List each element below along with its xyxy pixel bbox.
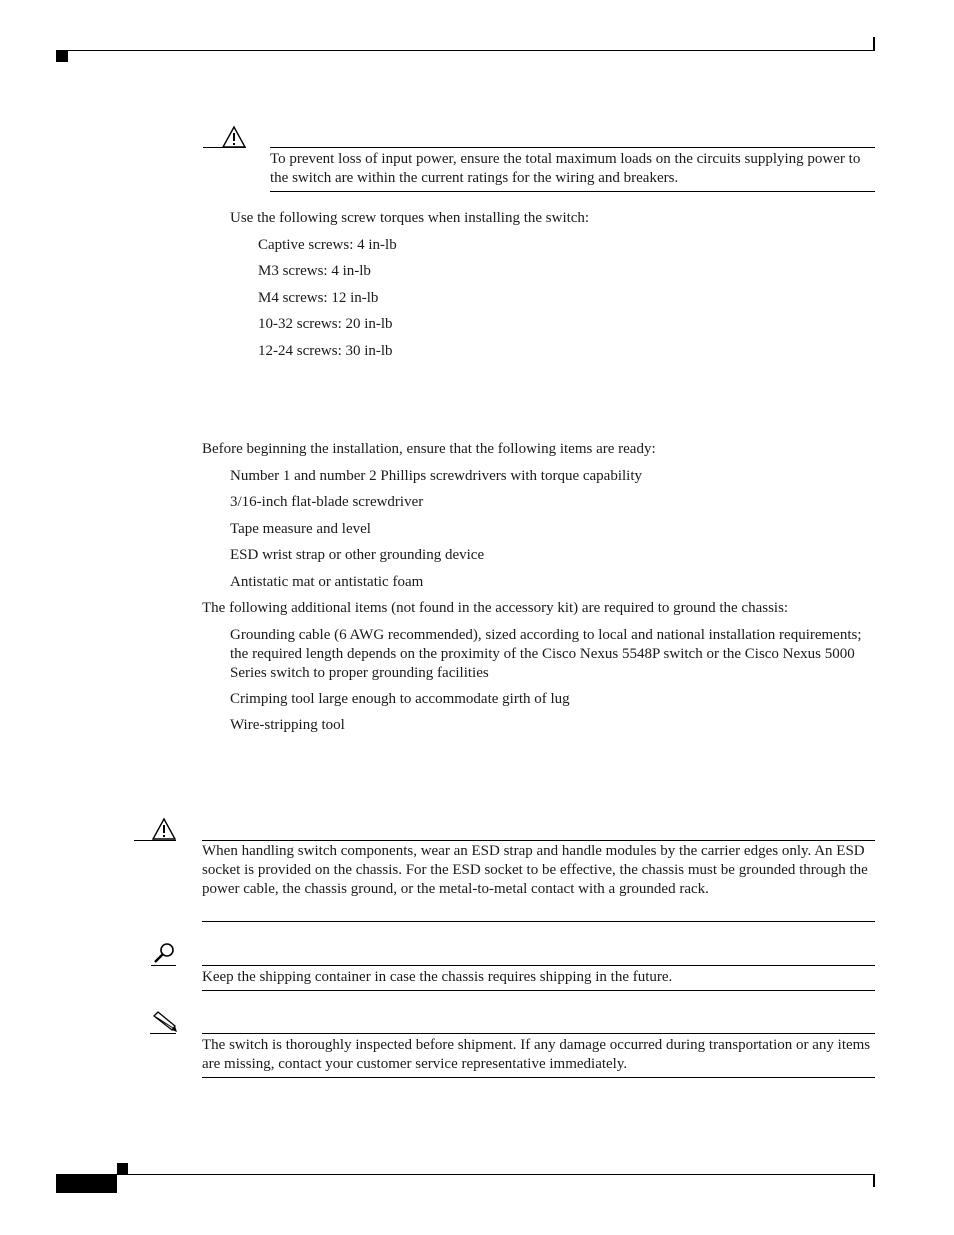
tip-top-rule <box>202 965 875 966</box>
list-item: Captive screws: 4 in-lb <box>258 237 397 253</box>
caution-icon <box>221 125 247 149</box>
header-marker <box>56 51 68 62</box>
list-item: Antistatic mat or antistatic foam <box>230 574 424 590</box>
list-item: 12-24 screws: 30 in-lb <box>258 343 393 359</box>
tip-bottom-rule <box>202 990 875 991</box>
note-icon-underline <box>150 1033 176 1034</box>
caution-icon-underline <box>203 147 246 148</box>
note-text: The switch is thoroughly inspected before shipment. If any damage occurred during transportation or any items are missing, contact your customer service representative immediately. <box>202 1037 871 1072</box>
list-item: ESD wrist strap or other grounding device <box>230 547 485 563</box>
magnifier-tip-icon <box>151 942 177 966</box>
list-item: M4 screws: 12 in-lb <box>258 290 379 306</box>
list-item: Number 1 and number 2 Phillips screwdrivers with torque capability <box>230 468 642 484</box>
caution-bottom-rule <box>202 921 875 922</box>
header-rule <box>56 50 875 51</box>
caution-top-rule <box>202 840 875 841</box>
caution-text: When handling switch components, wear an ESD strap and handle modules by the carrier edges only. An ESD socket is provided on the chassis. For the ESD socket to be effective, the chassis must be grounded through the power cable, the chassis ground, or the metal-to-metal contact with a grounded rack. <box>202 843 868 897</box>
ground-intro: The following additional items (not found in the accessory kit) are required to ground the chassis: <box>202 600 789 616</box>
list-item: 3/16-inch flat-blade screwdriver <box>230 494 424 510</box>
list-item: Wire-stripping tool <box>230 717 345 733</box>
footer-marker-small <box>117 1163 128 1174</box>
footer-tab <box>56 1175 117 1193</box>
note-bottom-rule <box>202 1077 875 1078</box>
tip-icon-underline <box>151 965 176 966</box>
torques-intro: Use the following screw torques when installing the switch: <box>230 210 590 226</box>
caution-bottom-rule <box>270 191 875 192</box>
pencil-note-icon <box>150 1011 178 1033</box>
list-item: 10-32 screws: 20 in-lb <box>258 316 393 332</box>
prep-intro: Before beginning the installation, ensure that the following items are ready: <box>202 441 656 457</box>
caution-icon-underline <box>134 840 176 841</box>
list-item: Grounding cable (6 AWG recommended), sized according to local and national installation requirements; the required length depends on the proximity of the Cisco Nexus 5548P switch or the Cisco Nexus 5000 Series switch to proper grounding facilities <box>230 627 862 681</box>
list-item: M3 screws: 4 in-lb <box>258 263 371 279</box>
note-top-rule <box>202 1033 875 1034</box>
tip-text: Keep the shipping container in case the chassis requires shipping in the future. <box>202 969 673 985</box>
footer-rule <box>56 1174 875 1175</box>
list-item: Crimping tool large enough to accommodate girth of lug <box>230 691 570 707</box>
list-item: Tape measure and level <box>230 521 371 537</box>
caution-icon <box>151 817 177 841</box>
caution-text: To prevent loss of input power, ensure the total maximum loads on the circuits supplying power to the switch are within the current ratings for the wiring and breakers. <box>270 151 861 186</box>
header-tick <box>873 37 875 51</box>
footer-tick <box>873 1175 875 1187</box>
caution-top-rule <box>270 147 875 148</box>
